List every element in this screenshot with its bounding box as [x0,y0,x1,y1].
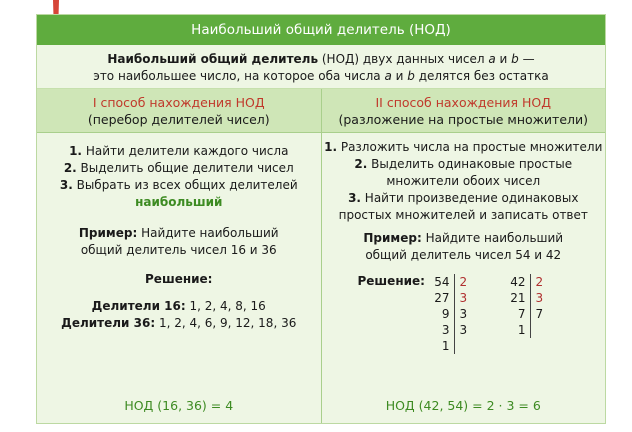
gcd-reference-card [36,14,606,424]
definition-and-2: и [391,69,408,83]
prime-factor: 7 [535,307,544,321]
method-1-title: I способ нахождения НОД [92,95,265,110]
example-label: Пример: [363,231,422,245]
step-number: 1. [324,140,338,154]
step-text: Найти произведение одинаковых [360,191,579,205]
method-1-header [37,89,321,133]
method-2-column [322,89,606,423]
example-text-2: общий делитель чисел 16 и 36 [80,243,277,257]
step-text: множители обоих чисел [386,174,541,188]
factorization-numbers [502,274,526,338]
step-number: 2. [63,161,77,175]
factor-number: 7 [517,307,526,321]
example-text: Найдите наибольший [421,231,564,245]
divisors-list [37,298,321,332]
definition-term: Наибольший общий делитель [107,52,319,66]
prime-factor: 2 [535,275,544,289]
step-text: Выделить одинаковые простые [367,157,573,171]
example-label: Пример: [78,226,138,240]
step-number: 1. [69,144,82,158]
example-text-2: общий делитель чисел 54 и 42 [365,248,562,262]
method-2-subtitle: (разложение на простые множители) [338,112,588,127]
factor-number: 1 [441,339,450,353]
definition-and: и [495,52,512,66]
step-item [322,156,606,173]
step-highlight: наибольший [135,195,223,209]
definition-line-1 [37,51,605,68]
method-1-column [37,89,322,423]
step-text: Разложить числа на простые множители [337,140,603,154]
step-text: Выбрать из всех общих делителей [72,178,298,192]
step-text: простых множителей и записать ответ [338,208,588,222]
step-item [37,143,321,160]
factor-number: 3 [441,323,450,337]
solution-label: Решение: [145,272,213,286]
method-2-solution [322,274,606,366]
step-item [322,139,606,156]
definition-text: (НОД) двух данных чисел [318,52,489,66]
prime-factor: 3 [459,323,468,337]
definition-text-2: это наибольшее число, на которое оба числа [93,69,385,83]
factorization-numbers [426,274,450,354]
step-item [322,173,606,190]
factor-number: 27 [434,291,450,305]
prime-factor: 3 [535,291,544,305]
var-a-2: a [384,69,392,83]
prime-factor: 2 [459,275,468,289]
step-number: 3. [348,191,361,205]
prime-factor: 3 [459,307,468,321]
divisors-row [37,315,321,332]
step-item [37,160,321,177]
divisors-label: Делители 36: [61,316,156,330]
method-2-example [322,230,606,264]
divisors-values: 1, 2, 4, 8, 16 [185,299,266,313]
method-1-steps [37,143,321,211]
step-text: Найти делители каждого числа [82,144,289,158]
var-b: b [511,52,519,66]
divisors-label: Делители 16: [91,299,186,313]
method-1-subtitle: (перебор делителей чисел) [87,112,270,127]
divisors-values: 1, 2, 4, 6, 9, 12, 18, 36 [155,316,297,330]
step-text: Выделить общие делители чисел [76,161,294,175]
step-number: 2. [354,157,368,171]
var-a: a [488,52,496,66]
method-2-title: II способ нахождения НОД [375,95,551,110]
example-text: Найдите наибольший [137,226,279,240]
definition-dash: — [518,52,535,66]
step-item [322,190,606,207]
var-b-2: b [407,69,415,83]
factor-number: 42 [510,275,526,289]
factor-number: 9 [441,307,450,321]
factorization-divisors [460,274,468,338]
definition-text-3: делятся без остатка [414,69,549,83]
method-1-example [37,225,321,259]
definition [37,45,605,89]
method-2-steps [322,139,606,224]
factor-number: 54 [434,275,450,289]
factorization-divisors [536,274,544,322]
method-2-header [322,89,606,133]
step-item [322,207,606,224]
solution-label: Решение: [357,274,425,288]
step-number: 3. [59,178,73,192]
factor-number: 1 [517,323,526,337]
card-title: Наибольший общий делитель (НОД) [37,15,605,45]
method-1-result: НОД (16, 36) = 4 [124,398,234,413]
method-2-result: НОД (42, 54) = 2 · 3 = 6 [385,398,541,413]
method-1-solution [37,271,321,332]
factorization-divider-line [454,274,455,354]
step-item [37,177,321,194]
definition-line-2 [37,68,605,85]
factorization-divider-line [530,274,531,338]
factor-number: 21 [510,291,526,305]
divisors-row [37,298,321,315]
prime-factor: 3 [459,291,468,305]
